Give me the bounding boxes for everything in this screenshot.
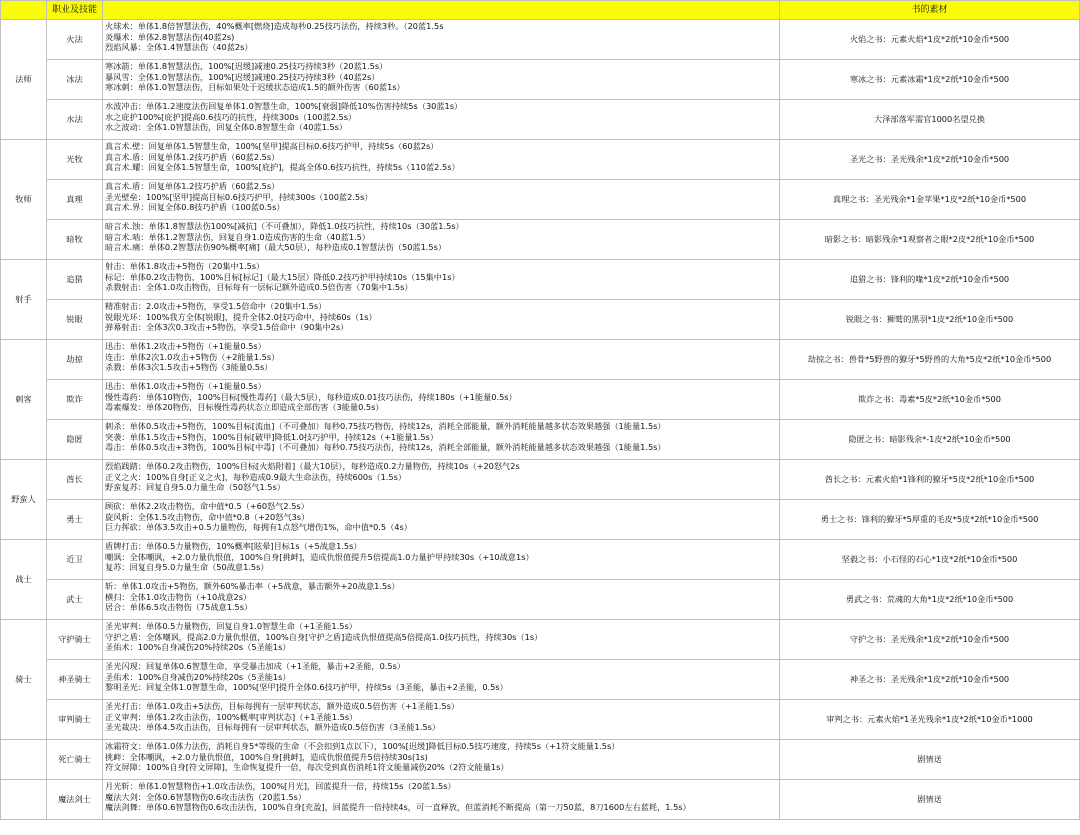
skill-line: 真言术.壁：回复单体1.5智慧生命，100%[坚甲]提高目标0.6技巧护甲，持续5s（60蓝2s） — [105, 141, 439, 151]
skill-line: 圣光闪现：回复单体0.6智慧生命，享受暴击加成（+1圣能，暴击+2圣能，0.5s） — [105, 661, 406, 671]
book-cell: 剧情送 — [780, 740, 1080, 780]
skill-line: 圣佑术：100%自身减伤20%持续20s（5圣能1s） — [105, 642, 291, 652]
table-row — [1, 540, 1080, 580]
book-cell: 劫掠之书：兽骨*5野兽的獠牙*5野兽的大角*5皮*2纸*10金币*500 — [780, 340, 1080, 380]
skill-line: 杀戮：单体3次1.5攻击+5物伤（3能量0.5s） — [105, 362, 273, 372]
spec-cell: 追猎 — [47, 260, 103, 300]
skills-cell — [103, 620, 780, 660]
skills-cell — [103, 260, 780, 300]
table-row — [1, 100, 1080, 140]
spec-cell: 神圣骑士 — [47, 660, 103, 700]
skill-line: 守护之盾：全体嘲讽，提高2.0力量仇恨值，100%自身[守护之盾]造成仇恨值提高5倍提高1.0技巧抗性，持续30s（1s） — [105, 631, 543, 642]
table-row — [1, 60, 1080, 100]
skill-line: 斩：单体1.0攻击+5物伤，额外60%暴击率（+5战意，暴击额外+20战意1.5s） — [105, 581, 400, 591]
skills-cell — [103, 60, 780, 100]
skills-cell — [103, 100, 780, 140]
class-cell: 牧师 — [1, 140, 47, 260]
book-cell: 寒冰之书：元素冰霜*1皮*2纸*10金币*500 — [780, 60, 1080, 100]
class-cell — [1, 740, 47, 780]
skill-line: 烈焰风暴：全体1.4智慧法伤（40蓝2s） — [105, 42, 253, 52]
skill-line: 居合：单体6.5攻击物伤（75战意1.5s） — [105, 602, 253, 612]
table-row — [1, 700, 1080, 740]
book-cell: 火焰之书：元素火焰*1皮*2纸*10金币*500 — [780, 20, 1080, 60]
header-col1 — [1, 1, 47, 20]
book-cell: 审判之书：元素火焰*1圣光残余*1皮*2纸*10金币*1000 — [780, 700, 1080, 740]
skill-line: 复苏：回复自身5.0力量生命（50战意1.5s） — [105, 562, 269, 572]
spec-cell: 真理 — [47, 180, 103, 220]
skill-line: 巨力挥砍：单体3.5攻击+0.5力量物伤，每拥有1点怒气增伤1%，命中值*0.5（4s） — [105, 522, 412, 532]
skill-line: 毒素爆发：单体20物伤，目标慢性毒药状态立即造成全部伤害（3能量0.5s） — [105, 402, 384, 412]
skill-line: 烈焰践踏：单体0.2攻击物伤，100%目标[火焰附着]（最大10层），每秒造成0.2力量物伤，持续10s（+20怒气2s — [105, 461, 520, 471]
class-cell: 法师 — [1, 20, 47, 140]
skill-line: 黎明圣光：回复全体1.0智慧生命，100%[坚甲]提升全体0.6技巧护甲，持续5s（3圣能，暴击+2圣能，0.5s） — [105, 682, 508, 692]
skill-line: 圣光裁决：单体4.5攻击法伤，目标每拥有一层审判状态，额外造成0.5倍伤害（3圣能1.5s） — [105, 722, 441, 732]
skills-cell — [103, 740, 780, 780]
skill-line: 连击：单体2次1.0攻击+5物伤（+2能量1.5s） — [105, 351, 280, 362]
skill-line: 刺杀：单体0.5攻击+5物伤，100%目标[流血]（不可叠加）每秒0.75技巧物伤，持续12s，消耗全部能量，额外消耗能量越多状态效果越强（1能量1.5s） — [105, 421, 666, 431]
table-row — [1, 420, 1080, 460]
table-row — [1, 580, 1080, 620]
table-row — [1, 220, 1080, 260]
spec-cell: 劫掠 — [47, 340, 103, 380]
skill-line: 射击：单体1.8攻击+5物伤（20集中1.5s） — [105, 261, 265, 271]
spec-cell: 守护骑士 — [47, 620, 103, 660]
table-row — [1, 300, 1080, 340]
skill-line: 水波冲击：单体1.2速度法伤回复单体1.0智慧生命，100%[衰弱]降低10%伤害持续5s（30蓝1s） — [105, 101, 463, 111]
spec-cell: 死亡骑士 — [47, 740, 103, 780]
skill-line: 毒击：单体0.5攻击+3物伤，100%目标[中毒]（不可叠加）每秒0.75技巧法伤，持续12s，消耗全部能量，额外消耗能量越多状态效果越强（1能量1.5s） — [105, 442, 666, 452]
skills-cell — [103, 220, 780, 260]
class-cell: 野蛮人 — [1, 460, 47, 540]
header-book-material: 书的素材 — [780, 1, 1080, 20]
skill-line: 嘲讽：全体嘲讽，+2.0力量仇恨值，100%自身[挑衅]，造成仇恨值提升5倍提高1.0力量护甲持续30s（+10战意1s） — [105, 551, 534, 562]
table-row — [1, 500, 1080, 540]
header-row — [1, 1, 1080, 20]
skill-line: 正义审判：单体1.2攻击法伤，100%概率[审判状态]（+1圣能1.5s） — [105, 711, 358, 722]
skill-line: 水之庇护100%[庇护]提高0.6技巧的抗性，持续300s（100蓝2.5s） — [105, 111, 357, 122]
skill-line: 横扫：全体1.0攻击物伤（+10战意2s） — [105, 591, 252, 602]
spec-cell: 近卫 — [47, 540, 103, 580]
skill-line: 杀戮射击：全体1.0攻击物伤，目标每有一层标记额外造成0.5倍伤害（70集中1.5s） — [105, 282, 413, 292]
book-cell: 真理之书：圣光残余*1金苹果*1皮*2纸*10金币*500 — [780, 180, 1080, 220]
skill-line: 月光斩：单体1.0智慧物伤+1.0攻击法伤，100%[月光]，回蓝提升一倍，持续15s（20蓝1.5s） — [105, 781, 456, 791]
spec-cell: 酋长 — [47, 460, 103, 500]
skill-line: 炎爆术：单体2.8智慧法伤(40蓝2s) — [105, 31, 235, 42]
skill-line: 魔法大剑：全体0.6智慧物伤0.6攻击法伤（20蓝1.5s） — [105, 791, 307, 802]
skill-line: 正义之火：100%自身[正义之火]，每秒造成0.9最大生命法伤，持续600s（1.5s） — [105, 471, 407, 482]
class-cell: 骑士 — [1, 620, 47, 740]
skill-line: 真言术.盾：回复单体1.2技巧护盾（60蓝2.5s） — [105, 181, 280, 191]
skill-line: 圣佑术：100%自身减伤20%持续20s（5圣能1s） — [105, 671, 291, 682]
table-row — [1, 740, 1080, 780]
skill-line: 慢性毒药：单体10物伤，100%目标[慢性毒药]（最大5层），每秒造成0.01技巧法伤，持续180s（+1能量0.5s） — [105, 391, 517, 402]
skill-line: 迅击：单体1.2攻击+5物伤（+1能量0.5s） — [105, 341, 266, 351]
skill-line: 寒冰刺：单体1.0智慧法伤，目标如果处于迟缓状态造成1.5的额外伤害（60蓝1s） — [105, 82, 405, 92]
skill-line: 真言术.盾：回复单体1.2技巧护盾（60蓝2.5s） — [105, 151, 280, 162]
table-row — [1, 380, 1080, 420]
spec-cell: 隐匿 — [47, 420, 103, 460]
table-row — [1, 340, 1080, 380]
spec-cell: 锐眼 — [47, 300, 103, 340]
book-cell: 勇武之书：荒魂的大角*1皮*2纸*10金币*500 — [780, 580, 1080, 620]
spec-cell: 光牧 — [47, 140, 103, 180]
spec-cell: 欺诈 — [47, 380, 103, 420]
table-row — [1, 140, 1080, 180]
book-cell: 神圣之书：圣光残余*1皮*2纸*10金币*500 — [780, 660, 1080, 700]
skill-line: 盾牌打击：单体0.5力量物伤，10%概率[眩晕]目标1s（+5战意1.5s） — [105, 541, 362, 551]
header-job-skill: 职业及技能 — [47, 1, 103, 20]
skills-cell — [103, 300, 780, 340]
skill-line: 旋风斩：全体1.5攻击物伤，命中值*0.8（+20怒气3s） — [105, 511, 310, 522]
skill-line: 圣光审判：单体0.5力量物伤，回复自身1.0智慧生命（+1圣能1.5s） — [105, 621, 357, 631]
skills-cell — [103, 700, 780, 740]
skills-cell — [103, 420, 780, 460]
spec-cell: 火法 — [47, 20, 103, 60]
book-cell: 欺诈之书：毒素*5皮*2纸*10金币*500 — [780, 380, 1080, 420]
skill-line: 冰霜符文：单体1.0体力法伤，消耗自身5*等级的生命（不会扣到1点以下），100%[迟缓]降低目标0.5技巧速度，持续5s（+1符文能量1.5s） — [105, 741, 620, 751]
spec-cell: 暗牧 — [47, 220, 103, 260]
skills-cell — [103, 20, 780, 60]
skill-line: 暗言术.痛：单体0.2智慧法伤90%概率[痛]（最大50层），每秒造成0.1智慧法伤（50蓝1.5s） — [105, 242, 447, 252]
book-cell: 大泽部落军需官1000名望兑换 — [780, 100, 1080, 140]
skill-line: 寒冰箭：单体1.8智慧法伤，100%[迟缓]减速0.25技巧持续3秒（20蓝1.5s） — [105, 61, 388, 71]
table-row — [1, 460, 1080, 500]
skill-line: 水之波动：全体1.0智慧法伤，回复全体0.8智慧生命（40蓝1.5s） — [105, 122, 348, 132]
spec-cell: 勇士 — [47, 500, 103, 540]
skill-line: 符文屏障：100%自身[符文屏障]，生命恢复提升一倍，每次受到真伤消耗1符文能量减伤20%（2符文能量1s） — [105, 762, 509, 772]
skill-line: 挑衅：全体嘲讽，+2.0力量仇恨值，100%自身[挑衅]，造成仇恨值提升5倍持续30s(1s) — [105, 751, 428, 762]
class-cell — [1, 780, 47, 820]
spec-cell: 冰法 — [47, 60, 103, 100]
book-cell: 圣光之书：圣光残余*1皮*2纸*10金币*500 — [780, 140, 1080, 180]
skill-line: 暗言术.蚀：单体1.8智慧法伤100%[减抗]（不可叠加），降低1.0技巧抗性，持续10s（30蓝1.5s） — [105, 221, 464, 231]
skills-cell — [103, 340, 780, 380]
book-cell: 勇士之书：锋利的獠牙*5厚重的毛皮*5皮*2纸*10金币*500 — [780, 500, 1080, 540]
skill-line: 圣光壁垒：100%[坚甲]提高目标0.6技巧护甲，持续300s（100蓝2.5s） — [105, 191, 373, 202]
spec-cell: 水法 — [47, 100, 103, 140]
skills-cell — [103, 180, 780, 220]
skill-line: 标记：单体0.2攻击物伤，100%目标[标记]（最大15层）降低0.2技巧护甲持续10s（15集中1s） — [105, 271, 460, 282]
spec-cell: 武士 — [47, 580, 103, 620]
skill-line: 弹幕射击：全体3次0.3攻击+5物伤，享受1.5倍命中（90集中2s） — [105, 322, 349, 332]
skill-line: 锐眼光环：100%我方全体[锐眼]，提升全体2.0技巧命中，持续60s（1s） — [105, 311, 377, 322]
book-cell: 酋长之书：元素火焰*1锋利的獠牙*5皮*2纸*10金币*500 — [780, 460, 1080, 500]
book-cell: 追猎之书：锋利的喙*1皮*2纸*10金币*500 — [780, 260, 1080, 300]
table-row — [1, 620, 1080, 660]
spec-cell: 魔法剑士 — [47, 780, 103, 820]
skill-line: 野蛮复苏：回复自身5.0力量生命（50怒气1.5s） — [105, 482, 285, 492]
skill-line: 魔法剑舞：单体0.6智慧物伤0.6攻击法伤，100%自身[充盈]，回蓝提升一倍持续4s，可一直释放，但蓝消耗不断提高（第一刀50蓝，8刀1600左右蓝耗，1.5s） — [105, 802, 691, 812]
skill-line: 火球术：单体1.8倍智慧法伤，40%概率[燃烧]造成每秒0.25技巧法伤，持续3秒。（20蓝1.5s — [105, 21, 444, 31]
skill-line: 暴风雪：全体1.0智慧法伤，100%[迟缓]减速0.25技巧持续3秒（40蓝2s） — [105, 71, 380, 82]
class-cell: 战士 — [1, 540, 47, 620]
class-cell: 刺客 — [1, 340, 47, 460]
book-cell: 坚毅之书：小石怪的石心*1皮*2纸*10金币*500 — [780, 540, 1080, 580]
skills-cell — [103, 660, 780, 700]
skills-cell — [103, 540, 780, 580]
table-row — [1, 180, 1080, 220]
book-cell: 暗影之书：暗影残余*1观察者之眼*2皮*2纸*10金币*500 — [780, 220, 1080, 260]
skill-line: 迅击：单体1.0攻击+5物伤（+1能量0.5s） — [105, 381, 266, 391]
skills-cell — [103, 380, 780, 420]
header-col3 — [103, 1, 780, 20]
table-row — [1, 260, 1080, 300]
skill-line: 圣光打击：单体1.0攻击+5法伤，目标每拥有一层审判状态，额外造成0.5倍伤害（+1圣能1.5s） — [105, 701, 460, 711]
book-cell: 守护之书：圣光残余*1皮*2纸*10金币*500 — [780, 620, 1080, 660]
book-cell: 剧情送 — [780, 780, 1080, 820]
book-cell: 锐眼之书：狮鹫的黑羽*1皮*2纸*10金币*500 — [780, 300, 1080, 340]
skills-cell — [103, 780, 780, 820]
table-row — [1, 780, 1080, 820]
skill-line: 真言术.耀：回复全体1.5智慧生命，100%[庇护]，提高全体0.6技巧抗性，持续5s（110蓝2.5s） — [105, 162, 460, 172]
book-cell: 隐匿之书：暗影残余*-1皮*2纸*10金币*500 — [780, 420, 1080, 460]
skill-line: 突袭：单体1.5攻击+5物伤，100%目标[破甲]降低1.0技巧护甲，持续12s（+1能量1.5s） — [105, 431, 439, 442]
skill-line: 暗言术.啮：单体1.2智慧法伤，回复自身1.0造成伤害的生命（40蓝1.5） — [105, 231, 370, 242]
skills-cell — [103, 460, 780, 500]
table-row — [1, 20, 1080, 60]
skills-cell — [103, 580, 780, 620]
skill-line: 真言术.界：回复全体0.8技巧护盾（100蓝0.5s） — [105, 202, 285, 212]
class-cell: 射手 — [1, 260, 47, 340]
table-row — [1, 660, 1080, 700]
skills-cell — [103, 500, 780, 540]
skill-line: 精准射击：2.0攻击+5物伤，享受1.5倍命中（20集中1.5s） — [105, 301, 327, 311]
skills-cell — [103, 140, 780, 180]
spec-cell: 审判骑士 — [47, 700, 103, 740]
skill-line: 顾砍：单体2.2攻击物伤，命中值*0.5（+60怒气2.5s） — [105, 501, 309, 511]
